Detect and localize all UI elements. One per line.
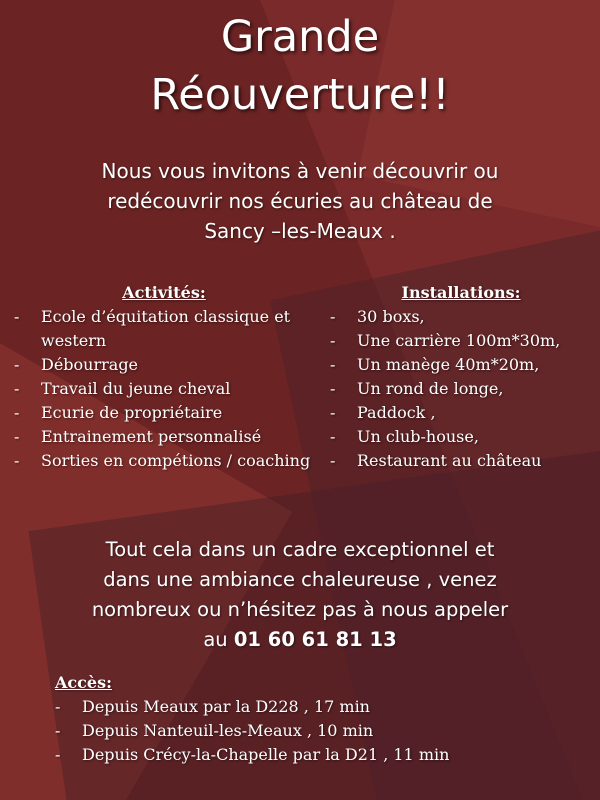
call-to-action — [20, 535, 580, 655]
cta-line: dans une ambiance chaleureuse , venez — [103, 568, 497, 591]
list-item-text: Depuis Nanteuil-les-Meaux , 10 min — [82, 721, 374, 740]
activites-section — [14, 281, 314, 473]
installations-heading: Installations: — [401, 283, 521, 302]
list-item-text: Depuis Crécy-la-Chapelle par la D21 , 11 min — [82, 745, 450, 764]
list-item-text: Depuis Meaux par la D228 , 17 min — [82, 697, 370, 716]
title-line-1: Grande — [220, 12, 380, 62]
list-item — [14, 353, 314, 377]
installations-section — [330, 281, 592, 473]
intro-text — [40, 156, 560, 246]
acces-section — [55, 671, 575, 767]
bullet-dash: - — [55, 697, 61, 716]
list-item-text: Un manège 40m*20m, — [357, 355, 540, 374]
list-item — [14, 401, 314, 425]
list-item-text: Débourrage — [41, 355, 139, 374]
list-item-text: Ecurie de propriétaire — [41, 403, 223, 422]
list-item — [14, 377, 314, 401]
title-line-2: Réouverture!! — [150, 70, 450, 120]
bullet-dash: - — [14, 451, 20, 470]
bullet-dash: - — [14, 403, 20, 422]
bullet-dash: - — [14, 379, 20, 398]
list-item-text: Un rond de longe, — [357, 379, 504, 398]
bullet-dash: - — [14, 307, 20, 326]
list-item-text: Ecole d’équitation classique et western — [41, 307, 291, 350]
list-item — [55, 719, 575, 743]
list-item — [330, 329, 592, 353]
bullet-dash: - — [330, 355, 336, 374]
list-item — [330, 353, 592, 377]
list-item-text: Sorties en compétions / coaching — [41, 451, 311, 470]
bullet-dash: - — [55, 721, 61, 740]
list-item — [55, 695, 575, 719]
bullet-dash: - — [330, 427, 336, 446]
intro-line: Sancy –les-Meaux . — [204, 219, 396, 243]
cta-line: Tout cela dans un cadre exceptionnel et — [105, 538, 495, 561]
cta-line: nombreux ou n’hésitez pas à nous appeler — [91, 598, 509, 621]
bullet-dash: - — [330, 379, 336, 398]
phone-number: 01 60 61 81 13 — [233, 628, 397, 651]
list-item — [330, 425, 592, 449]
installations-list — [330, 305, 592, 473]
activites-list — [14, 305, 314, 473]
acces-heading: Accès: — [55, 673, 112, 692]
bullet-dash: - — [55, 745, 61, 764]
list-item-text: 30 boxs, — [357, 307, 425, 326]
bullet-dash: - — [330, 451, 336, 470]
list-item — [330, 305, 592, 329]
list-item — [330, 449, 592, 473]
list-item — [330, 377, 592, 401]
bullet-dash: - — [330, 307, 336, 326]
intro-line: redécouvrir nos écuries au château de — [107, 189, 493, 213]
bullet-dash: - — [330, 331, 336, 350]
cta-line — [20, 625, 580, 655]
bullet-dash: - — [330, 403, 336, 422]
bullet-dash: - — [14, 427, 20, 446]
list-item-text: Une carrière 100m*30m, — [357, 331, 561, 350]
list-item-text: Un club-house, — [357, 427, 479, 446]
intro-line: Nous vous invitons à venir découvrir ou — [101, 159, 499, 183]
bullet-dash: - — [14, 355, 20, 374]
list-item — [330, 401, 592, 425]
list-item — [14, 449, 314, 473]
list-item-text: Paddock , — [357, 403, 436, 422]
cta-prefix: au — [203, 628, 228, 651]
list-item — [55, 743, 575, 767]
list-item — [14, 425, 314, 449]
activites-heading: Activités: — [122, 283, 206, 302]
acces-list — [55, 695, 575, 767]
list-item-text: Entrainement personnalisé — [41, 427, 262, 446]
list-item — [14, 305, 314, 353]
page-title — [0, 8, 600, 124]
list-item-text: Restaurant au château — [357, 451, 542, 470]
list-item-text: Travail du jeune cheval — [41, 379, 231, 398]
